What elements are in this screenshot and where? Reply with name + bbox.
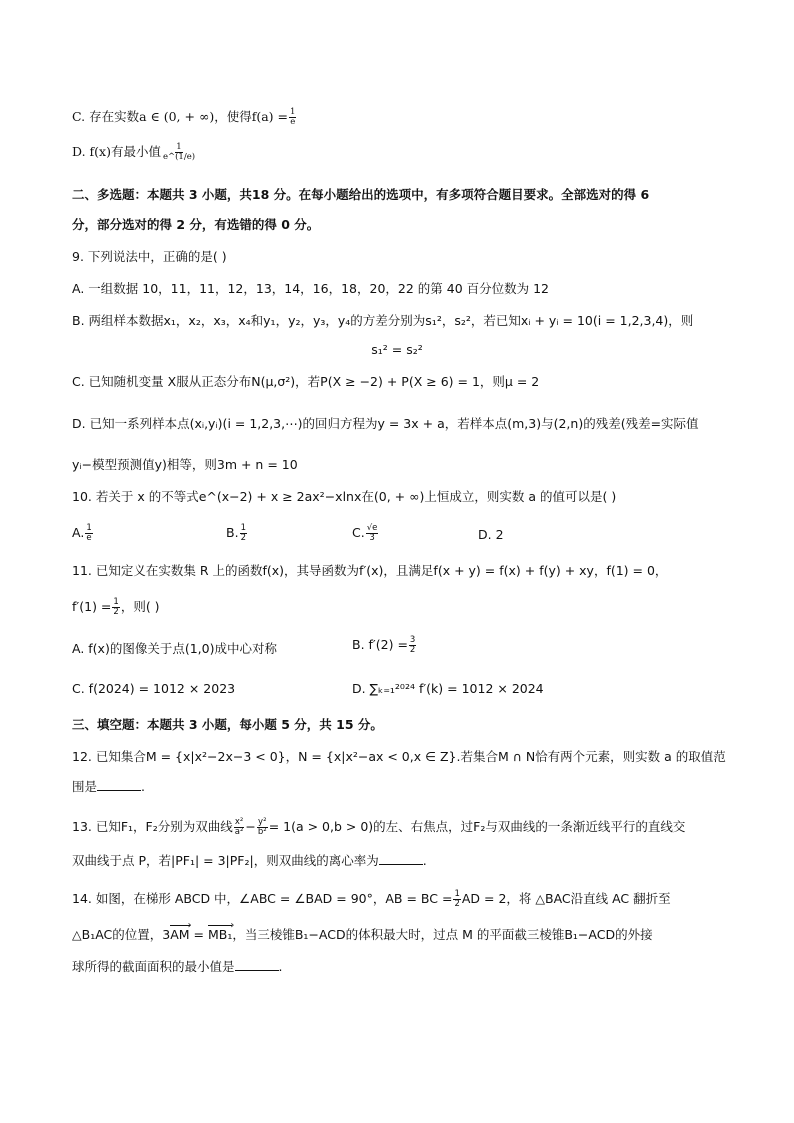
section-2-heading: 二、多选题：本题共 3 小题，共18 分。在每小题给出的选项中，有多项符合题目要求。全部选对的得 6	[72, 187, 650, 202]
option-9d: D. 已知一系列样本点(xᵢ,yᵢ)(i = 1,2,3,⋯)的回归方程为y = 3x + a，若样本点(m,3)与(2,n)的残差(残差=实际值	[72, 416, 699, 431]
question-14-cont2: 球所得的截面面积的最小值是 .	[72, 959, 283, 974]
question-13: 13. 已知F₁，F₂分别为双曲线 $\frac{\text{x²}}{\text{a²}}$ − $\frac{\text{y²}}{\text{b²}}$ = 1(a > 0,b > 0)的左、右焦点，过F₂与双曲线的一条渐近线平行的直线交	[72, 817, 686, 837]
option-11c: C. f(2024) = 1012 × 2023	[72, 681, 236, 696]
answer-blank[interactable]	[235, 958, 279, 971]
question-10: 10. 若关于 x 的不等式e^(x−2) + x ≥ 2ax²−xlnx在(0, + ∞)上恒成立，则实数 a 的值可以是( )	[72, 489, 617, 504]
question-13-cont: 双曲线于点 P，若|PF₁| = 3|PF₂|，则双曲线的离心率为 .	[72, 853, 427, 868]
answer-blank[interactable]	[97, 778, 141, 791]
option-9c: C. 已知随机变量 X服从正态分布N(μ,σ²)，若P(X ≥ −2) + P(X ≥ 6) = 1，则μ = 2	[72, 374, 540, 389]
question-11-cont: f′(1) = $\frac{1}{2}$ ，则( )	[72, 597, 160, 617]
option-10c: C. $\frac{√e}{3}$	[352, 523, 378, 543]
option-8d: D. f(x)有最小值 $\frac{1}{e\^{}(1/e)}$	[72, 142, 196, 162]
fraction: $\frac{1}{e}$	[290, 107, 296, 127]
question-12-cont: 围是 .	[72, 779, 145, 794]
vector-am: AM ›	[170, 926, 189, 944]
vector-mb1: MB₁ ›	[208, 926, 232, 944]
option-11b: B. f′(2) = $\frac{3}{2}$	[352, 635, 416, 655]
question-9: 9. 下列说法中，正确的是( )	[72, 249, 227, 264]
question-14: 14. 如图，在梯形 ABCD 中，∠ABC = ∠BAD = 90°，AB = BC = $\frac{1}{2}$ AD = 2，将 △BAC沿直线 AC 翻折至	[72, 889, 671, 909]
option-9b: B. 两组样本数据x₁，x₂，x₃，x₄和y₁，y₂，y₃，y₄的方差分别为s₁²，s₂²，若已知xᵢ + yᵢ = 10(i = 1,2,3,4)，则	[72, 313, 694, 328]
option-9d-cont: yᵢ−模型预测值y)相等，则3m + n = 10	[72, 457, 298, 472]
option-11a: A. f(x)的图像关于点(1,0)成中心对称	[72, 641, 277, 656]
option-11d: D. ∑ₖ₌₁²⁰²⁴ f′(k) = 1012 × 2024	[352, 681, 544, 696]
option-9a: A. 一组数据 10，11，11，12，13，14，16，18，20，22 的第 40 百分位数为 12	[72, 281, 550, 296]
option-10d: D. 2	[478, 527, 504, 542]
answer-blank[interactable]	[379, 852, 423, 865]
question-14-cont: △B₁AC的位置，3AM › = MB₁ ›，当三棱锥B₁−ACD的体积最大时，过点 M 的平面截三棱锥B₁−ACD的外接	[72, 926, 653, 944]
option-9b-formula: s₁² = s₂²	[371, 342, 423, 357]
fraction: $\frac{1}{e\^{}(1/e)}$	[162, 142, 196, 162]
option-8c: C. 存在实数a ∈ (0, + ∞)，使得f(a) = $\frac{1}{e}$	[72, 107, 296, 127]
option-10a: A. $\frac{1}{e}$	[72, 523, 92, 543]
question-12: 12. 已知集合M = {x|x²−2x−3 < 0}，N = {x|x²−ax < 0,x ∈ Z}.若集合M ∩ N恰有两个元素，则实数 a 的取值范	[72, 749, 726, 764]
section-2-heading-cont: 分，部分选对的得 2 分，有选错的得 0 分。	[72, 217, 320, 232]
section-3-heading: 三、填空题：本题共 3 小题，每小题 5 分，共 15 分。	[72, 717, 383, 732]
question-11: 11. 已知定义在实数集 R 上的函数f(x)，其导函数为f′(x)，且满足f(x + y) = f(x) + f(y) + xy，f(1) = 0，	[72, 563, 668, 578]
option-10b: B. $\frac{1}{2}$	[226, 523, 246, 543]
